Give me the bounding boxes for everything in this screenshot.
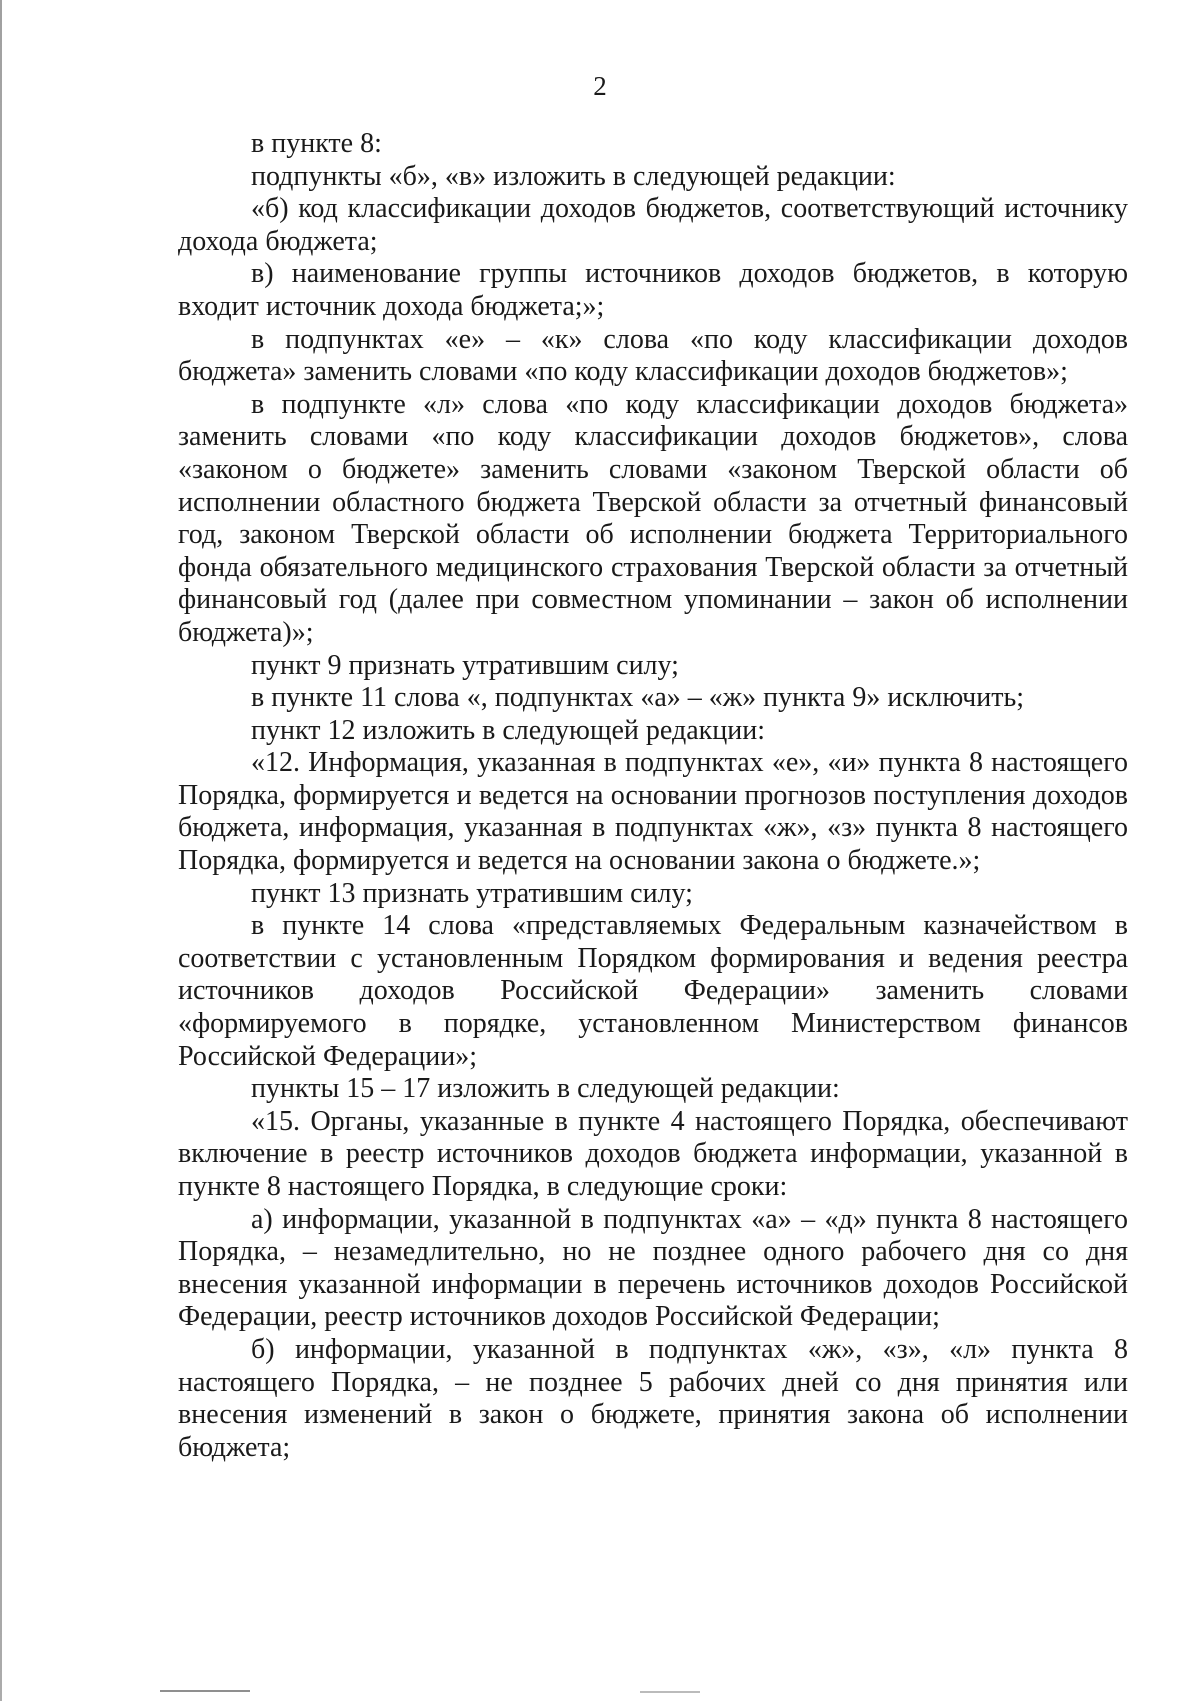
page-number: 2 [593,71,607,101]
paragraph-13: пункты 15 – 17 изложить в следующей редакции: [251,1073,840,1105]
paragraph-5: в подпунктах «е» – «к» слова «по коду классификации доходов бюджета» заменить словами «по коду классификации доходов бюджетов»; [178,323,1128,388]
scan-artifact [640,1691,700,1693]
paragraph-6: в подпункте «л» слова «по коду классификации доходов бюджета» заменить словами «по коду классификации доходов бюджетов», слова «законом о бюджете» заменить словами «законом Тверской области об исполнении областного бюджета Тверской области за отчетный финансовый год, законом Тверской области об исполнении бюджета Территориального фонда обязательного медицинского страхования Тверской области за отчетный финансовый год (далее при совместном упоминании – закон об исполнении бюджета)»; [178,388,1128,648]
paragraph-11: пункт 13 признать утратившим силу; [251,877,693,909]
paragraph-4: в) наименование группы источников доходов бюджетов, в которую входит источник дохода бюджета;»; [178,258,1128,322]
paragraph-8: в пункте 11 слова «, подпунктах «а» – «ж» пункта 9» исключить; [251,682,1025,714]
paragraph-12: в пункте 14 слова «представляемых Федеральным казначейством в соответствии с установленным Порядком формирования и ведения реестра источников доходов Российской Федерации» заменить словами «формируемого в порядке, установленном Министерством финансов Российской Федерации»; [178,910,1128,1072]
paragraph-9: пункт 12 изложить в следующей редакции: [251,714,765,746]
paragraph-16: б) информации, указанной в подпунктах «ж», «з», «л» пункта 8 настоящего Порядка, – не позднее 5 рабочих дней со дня принятия или внесения изменений в закон о бюджете, принятия закона об исполнении бюджета; [178,1333,1128,1463]
paragraph-10: «12. Информация, указанная в подпунктах «е», «и» пункта 8 настоящего Порядка, формируется и ведется на основании прогнозов поступления доходов бюджета, информация, указанная в подпунктах «ж», «з» пункта 8 настоящего Порядка, формируется и ведется на основании закона о бюджете.»; [178,747,1128,877]
paragraph-1: в пункте 8: [251,128,382,159]
document-body [178,128,1128,1464]
paragraph-15: а) информации, указанной в подпунктах «а» – «д» пункта 8 настоящего Порядка, – незамедлительно, но не позднее одного рабочего дня со дня внесения указанной информации в перечень источников доходов Российской Федерации, реестр источников доходов Российской Федерации; [178,1203,1128,1333]
paragraph-2: подпункты «б», «в» изложить в следующей редакции: [251,160,896,192]
paragraph-14: «15. Органы, указанные в пункте 4 настоящего Порядка, обеспечивают включение в реестр источников доходов бюджета информации, указанной в пункте 8 настоящего Порядка, в следующие сроки: [178,1105,1128,1202]
scan-edge [0,0,2,1701]
paragraph-3: «б) код классификации доходов бюджетов, соответствующий источнику дохода бюджета; [178,193,1128,257]
paragraph-7: пункт 9 признать утратившим силу; [251,649,679,681]
scan-artifact [160,1690,250,1692]
